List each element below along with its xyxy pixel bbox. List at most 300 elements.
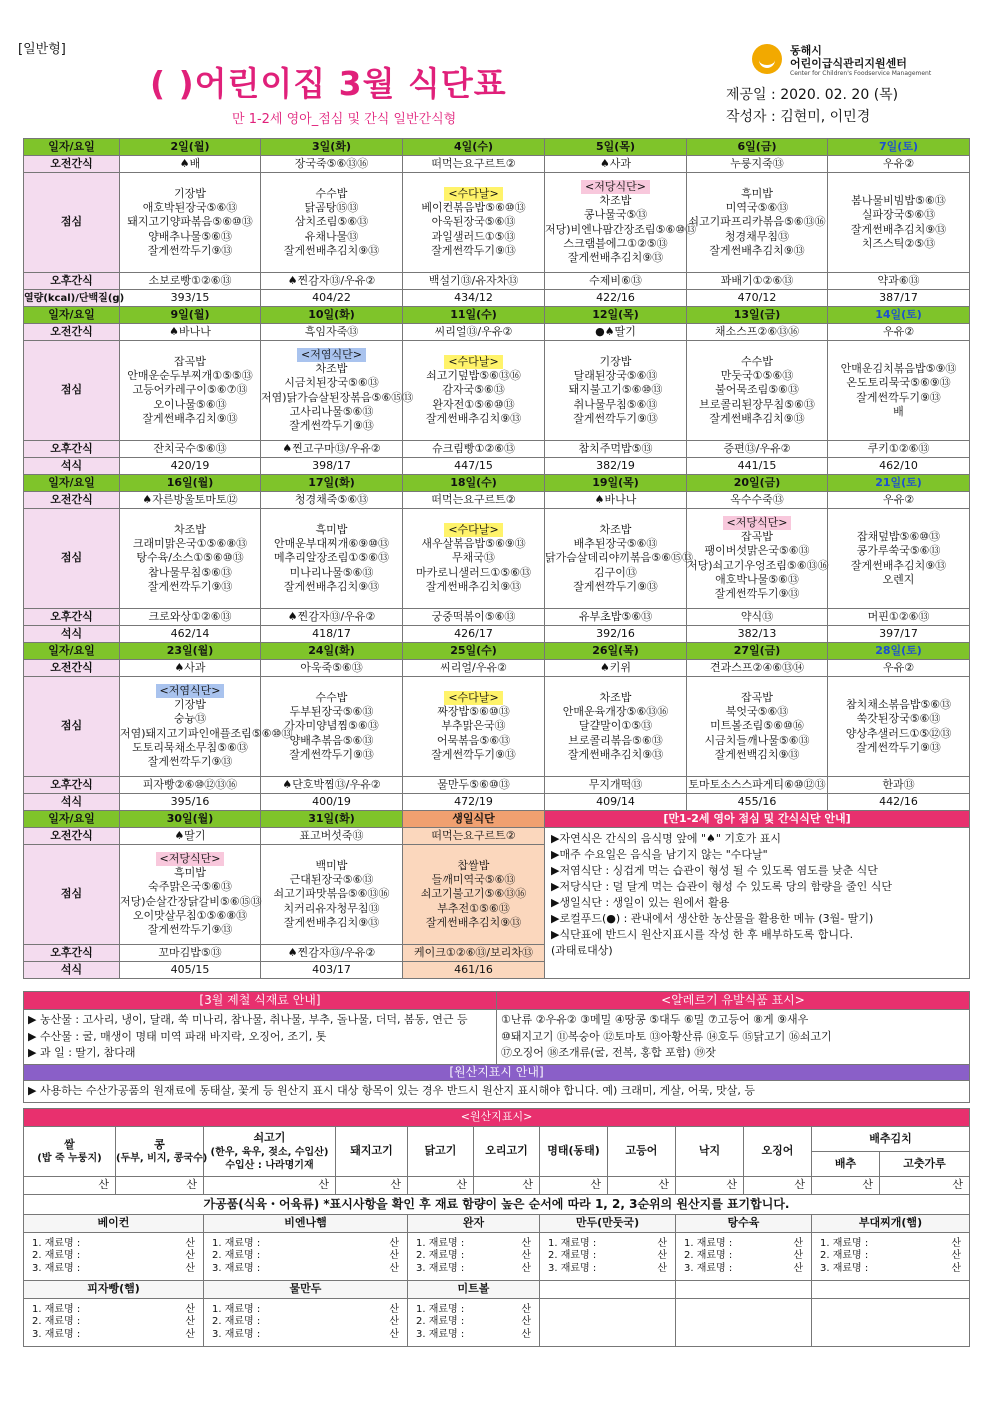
day-header: 30일(월) bbox=[120, 811, 261, 828]
lunch-item bbox=[828, 727, 969, 741]
lunch-item-text: 탕수육/소스①⑤⑥⑩⑬ bbox=[136, 551, 244, 565]
lunch-item-text: 무채국⑬ bbox=[452, 551, 495, 565]
day-header: 생일식단 bbox=[403, 811, 545, 828]
week-header-row bbox=[24, 475, 970, 492]
lunch-item-text: 달래된장국⑤⑥⑬ bbox=[573, 369, 658, 383]
processed-line bbox=[212, 1316, 399, 1329]
morning-label: 오전간식 bbox=[24, 156, 120, 173]
line-unit: 산 bbox=[657, 1250, 667, 1262]
energy-protein: 462/10 bbox=[828, 458, 970, 475]
energy-label: 석식 bbox=[24, 962, 120, 979]
lunch-item-text: 안매운김치볶음밥⑤⑨⑬ bbox=[840, 361, 957, 375]
morning-snack: ♠바나나 bbox=[545, 492, 687, 509]
line-label: 2. 재료명 : bbox=[820, 1250, 869, 1262]
lunch-menu bbox=[828, 509, 970, 609]
line-label: 3. 재료명 : bbox=[684, 1262, 733, 1274]
lunch-item-text: 잘게썬깍두기⑨⑬ bbox=[856, 740, 941, 754]
lunch-item-text: 잘게썬배추김치⑨⑬ bbox=[425, 915, 522, 929]
lunch-item bbox=[403, 887, 544, 901]
lunch-item bbox=[828, 559, 969, 573]
allergy-list bbox=[497, 1010, 970, 1065]
lunch-item-text: 베이컨볶음밥⑤⑥⑩⑬ bbox=[421, 201, 526, 215]
processed-note: 가공품(식육・어육류) *표시사항을 확인 후 재료 함량이 높은 순서에 따라 1, 2, 3순위의 원산지를 표기합니다. bbox=[24, 1195, 970, 1215]
lunch-item-text: 만둣국①⑤⑥⑬ bbox=[720, 369, 794, 383]
afternoon-snack: 꽈배기①②⑥⑬ bbox=[687, 273, 828, 290]
morning-snack: 씨리얼/우유② bbox=[403, 660, 545, 677]
lunch-item-text: 저염)닭가슴살된장볶음⑤⑥⑮⑬ bbox=[261, 390, 414, 404]
lunch-item bbox=[403, 230, 544, 244]
line-label: 3. 재료명 : bbox=[416, 1328, 465, 1340]
seasonal-line: ▶ 수산물 : 굴, 매생이 명태 미역 파래 바지락, 오징어, 조기, 톳 bbox=[28, 1029, 327, 1043]
lunch-item bbox=[261, 230, 402, 244]
lunch-item bbox=[261, 362, 402, 376]
line-unit: 산 bbox=[185, 1316, 195, 1328]
lunch-item-text: 들깨미역국⑤⑥⑬ bbox=[431, 873, 516, 887]
page-title: ( )어린이집 3월 식단표 bbox=[150, 64, 507, 103]
lunch-label: 점심 bbox=[24, 341, 120, 441]
lunch-item-text: <저염식단> bbox=[297, 348, 366, 362]
morning-snack: 청경채죽⑤⑥⑬ bbox=[261, 492, 403, 509]
lunch-item bbox=[545, 222, 697, 237]
center-logo bbox=[752, 42, 952, 82]
lunch-item-text: 양배추나물⑤⑥⑬ bbox=[148, 229, 232, 243]
lunch-item bbox=[828, 223, 969, 237]
lunch-item bbox=[403, 859, 544, 873]
lunch-item-text: 흑미밥 bbox=[315, 522, 348, 536]
lunch-item-text: 스크램블에그①②⑤⑬ bbox=[563, 236, 668, 250]
lunch-item-text: 쑥갓된장국⑤⑥⑬ bbox=[856, 712, 941, 726]
kimchi-sub: 고춧가루 bbox=[880, 1152, 970, 1177]
energy-protein: 472/19 bbox=[403, 794, 545, 811]
energy-protein: 404/22 bbox=[261, 290, 403, 307]
lunch-item bbox=[120, 755, 260, 769]
processed-lines-row bbox=[24, 1299, 970, 1347]
line-unit: 산 bbox=[521, 1303, 531, 1315]
lunch-item-text: 유채나물⑬ bbox=[304, 229, 359, 243]
energy-protein: 420/19 bbox=[120, 458, 261, 475]
lunch-item-text: 짜장밥⑤⑥⑩⑬ bbox=[437, 705, 510, 719]
lunch-menu bbox=[545, 341, 687, 441]
lunch-item-text: 미트볼조림⑤⑥⑩⑯ bbox=[710, 719, 804, 733]
morning-snack: 떠먹는요구르트② bbox=[403, 828, 545, 845]
logo-center: 어린이급식관리지원센터 bbox=[790, 57, 907, 70]
energy-protein: 393/15 bbox=[120, 290, 261, 307]
processed-name-row bbox=[24, 1215, 970, 1233]
line-unit: 산 bbox=[389, 1303, 399, 1315]
lunch-item-text: <수다날> bbox=[444, 355, 502, 369]
origin-column-text: 낙지 bbox=[698, 1144, 721, 1158]
guide-line: ▶자연식은 간식의 음식명 앞에 "♠" 기호가 표시 bbox=[551, 832, 782, 845]
lunch-item-text: 가자미양념찜⑤⑥⑬ bbox=[284, 719, 379, 733]
processed-line bbox=[212, 1238, 399, 1251]
energy-protein: 387/17 bbox=[828, 290, 970, 307]
energy-protein: 400/19 bbox=[261, 794, 403, 811]
lunch-item bbox=[120, 369, 260, 383]
lunch-menu bbox=[687, 173, 828, 273]
processed-name: 미트볼 bbox=[408, 1281, 540, 1299]
morning-snack: 아욱죽⑤⑥⑬ bbox=[261, 660, 403, 677]
lunch-item bbox=[545, 566, 686, 580]
origin-column bbox=[540, 1127, 608, 1177]
line-unit: 산 bbox=[521, 1237, 531, 1249]
processed-line bbox=[820, 1250, 961, 1263]
lunch-item bbox=[545, 551, 693, 565]
lunch-item bbox=[261, 215, 402, 229]
lunch-item bbox=[261, 916, 402, 930]
energy-protein: 398/17 bbox=[261, 458, 403, 475]
week-header-row bbox=[24, 139, 970, 156]
afternoon-snack: 증편⑬/우유② bbox=[687, 441, 828, 458]
line-unit: 산 bbox=[185, 1328, 195, 1340]
lunch-item-text: 숭늉⑬ bbox=[173, 712, 207, 726]
origin-title: <원산지표시> bbox=[24, 1109, 970, 1127]
lunch-item bbox=[687, 230, 827, 244]
energy-protein: 447/15 bbox=[403, 458, 545, 475]
origin-value: 산 bbox=[812, 1177, 880, 1195]
morning-snack: 누룽지죽⑬ bbox=[687, 156, 828, 173]
lunch-row bbox=[24, 173, 970, 273]
lunch-menu bbox=[403, 173, 545, 273]
origin-value: 산 bbox=[608, 1177, 676, 1195]
processed-line bbox=[212, 1329, 399, 1342]
energy-protein: 455/16 bbox=[687, 794, 828, 811]
lunch-item-text: 불어묵조림⑤⑥⑬ bbox=[715, 383, 799, 397]
morning-snack: 장국죽⑤⑥⑬⑯ bbox=[261, 156, 403, 173]
energy-label: 열량(kcal)/단백질(g) bbox=[24, 290, 120, 307]
origin-table bbox=[23, 1108, 970, 1347]
line-unit: 산 bbox=[185, 1250, 195, 1262]
lunch-item bbox=[687, 559, 827, 573]
origin-values-row bbox=[24, 1177, 970, 1195]
processed-name: 만두(만둣국) bbox=[540, 1215, 676, 1233]
lunch-item bbox=[545, 398, 686, 412]
morning-label: 오전간식 bbox=[24, 828, 120, 845]
afternoon-snack: 토마토소스스파게티⑥⑩⑫⑬ bbox=[687, 777, 828, 794]
lunch-item-text: 삼치조림⑤⑥⑬ bbox=[294, 215, 369, 229]
line-unit: 산 bbox=[185, 1237, 195, 1249]
lunch-menu bbox=[545, 677, 687, 777]
lunch-item-text: 오이나물⑤⑥⑬ bbox=[153, 397, 227, 411]
lunch-item bbox=[403, 369, 544, 383]
origin-column-text: 콩 bbox=[154, 1137, 165, 1151]
lunch-item bbox=[687, 244, 827, 258]
origin-value: 산 bbox=[676, 1177, 744, 1195]
week-header-row bbox=[24, 643, 970, 660]
lunch-item bbox=[545, 537, 686, 551]
energy-protein: 422/16 bbox=[545, 290, 687, 307]
origin-column-text: (두부, 비지, 콩국수) bbox=[116, 1153, 208, 1165]
lunch-item bbox=[261, 551, 402, 565]
line-label: 1. 재료명 : bbox=[416, 1303, 465, 1315]
lunch-item bbox=[687, 412, 827, 426]
lunch-item bbox=[687, 705, 827, 719]
lunch-item bbox=[828, 712, 969, 726]
origin-column bbox=[204, 1127, 336, 1177]
afternoon-snack: 궁중떡볶이⑤⑥⑬ bbox=[403, 609, 545, 626]
lunch-item-text: 잘게썬백김치⑨⑬ bbox=[714, 747, 800, 761]
line-unit: 산 bbox=[389, 1262, 399, 1274]
line-label: 3. 재료명 : bbox=[548, 1262, 597, 1274]
energy-row bbox=[24, 290, 970, 307]
lunch-item-text: 김구이⑬ bbox=[594, 565, 637, 579]
lunch-item bbox=[261, 873, 402, 887]
guide-line: ▶로컬푸드(●) : 관내에서 생산한 농산물을 활용한 메뉴 (3월- 딸기) bbox=[551, 911, 874, 925]
origin-column-text: 쇠고기 bbox=[253, 1131, 286, 1145]
day-header: 23일(월) bbox=[120, 643, 261, 660]
origin-value: 산 bbox=[408, 1177, 474, 1195]
lunch-item bbox=[403, 412, 544, 426]
processed-lines bbox=[204, 1233, 408, 1281]
lunch-menu bbox=[687, 509, 828, 609]
lunch-item-text: 북엇국⑤⑥⑬ bbox=[725, 705, 789, 719]
lunch-item bbox=[403, 580, 544, 594]
line-unit: 산 bbox=[951, 1262, 962, 1274]
morning-snack: 표고버섯죽⑬ bbox=[261, 828, 403, 845]
line-label: 2. 재료명 : bbox=[32, 1316, 81, 1328]
lunch-item-text: 안매운순두부찌개①⑤⑤⑬ bbox=[127, 369, 253, 383]
line-label: 1. 재료명 : bbox=[212, 1237, 261, 1249]
lunch-item bbox=[545, 355, 686, 369]
energy-protein: 434/12 bbox=[403, 290, 545, 307]
lunch-item-text: 시금치된장국⑤⑥⑬ bbox=[284, 376, 379, 390]
lunch-menu bbox=[403, 509, 545, 609]
line-label: 1. 재료명 : bbox=[32, 1237, 81, 1249]
processed-line bbox=[548, 1238, 667, 1251]
lunch-item-text: 팽이버섯맑은국⑤⑥⑬ bbox=[704, 544, 810, 558]
afternoon-snack: 수제비⑥⑬ bbox=[545, 273, 687, 290]
energy-protein: 426/17 bbox=[403, 626, 545, 643]
lunch-item-text: 근대된장국⑤⑥⑬ bbox=[289, 873, 374, 887]
origin-column bbox=[24, 1127, 116, 1177]
lunch-item bbox=[403, 201, 544, 215]
lunch-item bbox=[120, 201, 260, 215]
line-label: 3. 재료명 : bbox=[32, 1328, 81, 1340]
processed-name: 부대찌개(햄) bbox=[812, 1215, 970, 1233]
lunch-item-text: 봄나물비빔밥⑤⑥⑬ bbox=[851, 193, 946, 207]
lunch-item-text: 잡곡밥 bbox=[741, 690, 773, 704]
lunch-item-text: 고등어카레구이⑤⑥⑦⑬ bbox=[132, 383, 248, 397]
lunch-item bbox=[120, 880, 260, 894]
lunch-item bbox=[687, 355, 827, 369]
lunch-item bbox=[545, 237, 686, 251]
lunch-item-text: 기장밥 bbox=[174, 697, 206, 711]
afternoon-row bbox=[24, 777, 970, 794]
energy-protein: 462/14 bbox=[120, 626, 261, 643]
processed-line bbox=[416, 1304, 531, 1317]
lunch-item bbox=[120, 523, 260, 537]
lunch-item-text: 완자전①⑤⑥⑩⑬ bbox=[432, 397, 515, 411]
lunch-item-text: 흑미밥 bbox=[174, 865, 206, 879]
origin-column bbox=[474, 1127, 540, 1177]
origin-column-text: 고등어 bbox=[625, 1144, 658, 1158]
morning-label: 오전간식 bbox=[24, 324, 120, 341]
line-label: 2. 재료명 : bbox=[416, 1250, 465, 1262]
day-header: 27일(금) bbox=[687, 643, 828, 660]
morning-row bbox=[24, 828, 970, 845]
afternoon-snack: ♠단호박찜⑬/우유② bbox=[261, 777, 403, 794]
kimchi-sub: 배추 bbox=[812, 1152, 880, 1177]
lunch-item bbox=[261, 376, 402, 390]
afternoon-snack: ♠찐감자⑬/우유② bbox=[261, 945, 403, 962]
lunch-item-text: 고사리나물⑤⑥⑬ bbox=[289, 404, 374, 418]
lunch-menu bbox=[403, 677, 545, 777]
afternoon-snack: 소보로빵①②⑥⑬ bbox=[120, 273, 261, 290]
lunch-item bbox=[403, 705, 544, 719]
lunch-item-text: 마카로니샐러드①⑤⑥⑬ bbox=[416, 565, 531, 579]
processed-lines bbox=[408, 1233, 540, 1281]
lunch-item bbox=[687, 201, 827, 215]
day-header: 10일(화) bbox=[261, 307, 403, 324]
lunch-item-text: 참나물무침⑤⑥⑬ bbox=[148, 565, 232, 579]
processed-line bbox=[212, 1250, 399, 1263]
origin-column-text: (한우, 육우, 젖소, 수입산) bbox=[210, 1146, 329, 1158]
guide-box bbox=[545, 828, 970, 979]
lunch-item-text: <수다날> bbox=[444, 523, 502, 537]
morning-snack: ♠사과 bbox=[120, 660, 261, 677]
lunch-item bbox=[687, 587, 827, 601]
lunch-item bbox=[403, 748, 544, 762]
lunch-item-text: 쇠고기파맛볶음⑤⑥⑬⑯ bbox=[273, 887, 390, 901]
day-header: 6일(금) bbox=[687, 139, 828, 156]
guide-line: ▶식단표에 반드시 원산지표시를 작성 한 후 배부하도록 합니다. bbox=[551, 927, 854, 941]
day-header: 13일(금) bbox=[687, 307, 828, 324]
processed-lines bbox=[676, 1299, 812, 1347]
lunch-item bbox=[120, 537, 260, 551]
lunch-item-text: 잘게썬배추김치⑨⑬ bbox=[283, 915, 380, 929]
processed-lines bbox=[540, 1299, 676, 1347]
origin-column-text: 오리고기 bbox=[485, 1144, 528, 1158]
lunch-item-text: 잘게썬깍두기⑨⑬ bbox=[147, 243, 233, 257]
lunch-item-text: 오렌지 bbox=[882, 572, 915, 586]
lunch-item-text: 잘게썬배추김치⑨⑬ bbox=[142, 411, 238, 425]
lunch-item-text: 잘게썬깍두기⑨⑬ bbox=[431, 747, 516, 761]
line-unit: 산 bbox=[521, 1328, 531, 1340]
lunch-item-text: 잘게썬깍두기⑨⑬ bbox=[573, 579, 658, 593]
line-unit: 산 bbox=[657, 1262, 667, 1274]
processed-line bbox=[820, 1263, 961, 1276]
lunch-item-text: 달걀말이①⑤⑬ bbox=[578, 719, 653, 733]
processed-name-row bbox=[24, 1281, 970, 1299]
kimchi-header: 배추김치 bbox=[812, 1127, 970, 1152]
processed-name: 물만두 bbox=[204, 1281, 408, 1299]
date-day-label: 일자/요일 bbox=[24, 811, 120, 828]
lunch-item-text: 안매운육개장⑤⑥⑬⑯ bbox=[562, 705, 669, 719]
lunch-item-text: 잘게썬배추김치⑨⑬ bbox=[850, 222, 947, 236]
lunch-item-text: 수수밥 bbox=[741, 354, 773, 368]
lunch-item bbox=[120, 187, 260, 201]
menu-type-tag: [일반형] bbox=[18, 42, 66, 57]
morning-snack: 우유② bbox=[828, 156, 970, 173]
lunch-item bbox=[828, 208, 969, 222]
lunch-item-text: 잘게썬깍두기⑨⑬ bbox=[289, 419, 374, 433]
lunch-item bbox=[120, 909, 260, 923]
lunch-item bbox=[403, 902, 544, 916]
line-label: 1. 재료명 : bbox=[820, 1237, 869, 1249]
lunch-item bbox=[120, 741, 260, 755]
guide-line: ▶생일식단 : 생일이 있는 원에서 활용 bbox=[551, 895, 730, 909]
lunch-item-text: 잘게썬깍두기⑨⑬ bbox=[147, 755, 233, 769]
lunch-item-text: 흑미밥 bbox=[741, 186, 773, 200]
processed-line bbox=[32, 1329, 195, 1342]
origin-value: 산 bbox=[474, 1177, 540, 1195]
afternoon-row bbox=[24, 609, 970, 626]
lunch-item-text: <수다날> bbox=[444, 187, 502, 201]
afternoon-snack: 물만두⑤⑥⑩⑬ bbox=[403, 777, 545, 794]
day-header: 21일(토) bbox=[828, 475, 970, 492]
lunch-item-text: 잡곡밥 bbox=[174, 354, 206, 368]
seasonal-list bbox=[24, 1010, 497, 1065]
day-header: 26일(목) bbox=[545, 643, 687, 660]
lunch-item-text: <저당식단> bbox=[581, 180, 650, 194]
processed-name: 피자빵(햄) bbox=[24, 1281, 204, 1299]
day-header: 2일(월) bbox=[120, 139, 261, 156]
author: 작성자 : 김현미, 이민경 bbox=[726, 109, 871, 125]
energy-protein: 418/17 bbox=[261, 626, 403, 643]
lunch-item bbox=[828, 544, 969, 558]
day-header: 14일(토) bbox=[828, 307, 970, 324]
lunch-item-text: 잘게썬깍두기⑨⑬ bbox=[147, 579, 233, 593]
origin-column bbox=[116, 1127, 208, 1177]
lunch-item-text: 잘게썬깍두기⑨⑬ bbox=[431, 243, 516, 257]
line-unit: 산 bbox=[521, 1316, 531, 1328]
lunch-item-text: 새우살볶음밥⑤⑥⑨⑬ bbox=[421, 537, 526, 551]
origin-columns-row bbox=[24, 1127, 970, 1152]
lunch-item-text: 부추전①⑤⑥⑬ bbox=[437, 901, 510, 915]
lunch-item bbox=[828, 362, 969, 376]
lunch-item bbox=[828, 573, 969, 587]
afternoon-snack: 유부초밥⑤⑥⑬ bbox=[545, 609, 687, 626]
lunch-item bbox=[120, 412, 260, 426]
guide-line: ▶저염식단 : 싱겁게 먹는 습관이 형성 될 수 있도록 염도를 낮춘 식단 bbox=[551, 863, 878, 877]
page-subtitle: 만 1-2세 영아_점심 및 간식 일반간식형 bbox=[232, 112, 457, 127]
lunch-item bbox=[120, 355, 260, 369]
afternoon-snack: 백설기⑬/유자차⑬ bbox=[403, 273, 545, 290]
processed-name: 비엔나햄 bbox=[204, 1215, 408, 1233]
lunch-item bbox=[261, 748, 402, 762]
line-unit: 산 bbox=[521, 1262, 531, 1274]
line-label: 2. 재료명 : bbox=[32, 1250, 81, 1262]
line-label: 2. 재료명 : bbox=[212, 1250, 261, 1262]
lunch-item-text: 감자국⑤⑥⑬ bbox=[442, 383, 505, 397]
day-header: 5일(목) bbox=[545, 139, 687, 156]
week-header-row bbox=[24, 307, 970, 324]
lunch-item bbox=[403, 398, 544, 412]
energy-row bbox=[24, 458, 970, 475]
lunch-item-text: 배추된장국⑤⑥⑬ bbox=[573, 537, 658, 551]
lunch-item-text: 차조밥 bbox=[599, 690, 632, 704]
processed-lines bbox=[812, 1299, 970, 1347]
afternoon-snack: 참치주먹밥⑤⑬ bbox=[545, 441, 687, 458]
line-label: 1. 재료명 : bbox=[548, 1237, 597, 1249]
lunch-menu bbox=[120, 509, 261, 609]
lunch-item bbox=[261, 390, 414, 405]
day-header: 28일(토) bbox=[828, 643, 970, 660]
lunch-item bbox=[545, 369, 686, 383]
lunch-item bbox=[261, 348, 402, 362]
energy-label: 석식 bbox=[24, 458, 120, 475]
processed-line bbox=[548, 1250, 667, 1263]
lunch-item bbox=[261, 405, 402, 419]
afternoon-snack: 슈크림빵①②⑥⑬ bbox=[403, 441, 545, 458]
morning-snack: ♠사과 bbox=[545, 156, 687, 173]
lunch-item-text: 저염)돼지고기파인애플조림⑤⑥⑩⑬ bbox=[120, 726, 293, 740]
line-unit: 산 bbox=[185, 1303, 195, 1315]
afternoon-snack: 케이크①②⑥⑬/보리차⑬ bbox=[403, 945, 545, 962]
lunch-item-text: 돼지고기양파볶음⑤⑥⑩⑬ bbox=[127, 215, 253, 229]
lunch-item bbox=[828, 741, 969, 755]
seasonal-line: ▶ 농산물 : 고사리, 냉이, 달래, 쑥 미나리, 참나물, 취나물, 부추, 돌나물, 더덕, 봄동, 연근 등 bbox=[28, 1013, 468, 1026]
processed-lines bbox=[408, 1299, 540, 1347]
